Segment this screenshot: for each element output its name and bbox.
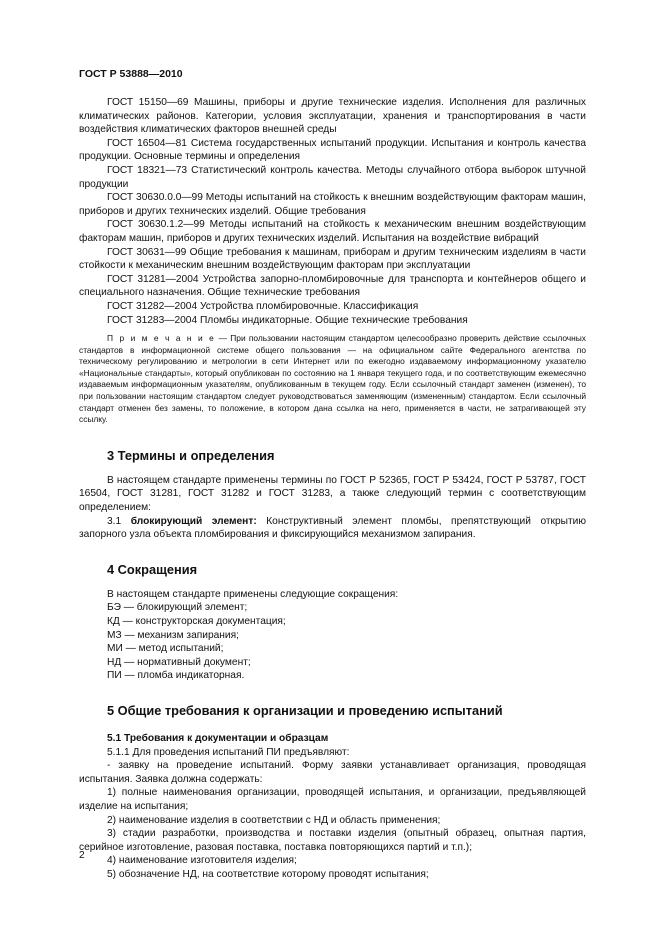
abbreviation-list [79,601,586,683]
reference-item: ГОСТ 18321—73 Статистический контроль качества. Методы случайного отбора выборок штучной продукции [79,164,586,190]
paragraph: - заявку на проведение испытаний. Форму заявки устанавливает организация, проводящая испытания. Заявка должна содержать: [79,760,586,785]
note-label: П р и м е ч а н и е [107,333,216,344]
list-item: МЗ — механизм запирания; [107,629,239,641]
reference-item: ГОСТ 16504—81 Система государственных испытаний продукции. Испытания и контроль качества продукции. Основные термины и определения [79,137,586,163]
list-item: 3) стадии разработки, производства и поставки изделия (опытный образец, опытная партия, серийное изготовление, разовая поставка, поставка повторяющихся партий и т.п.); [79,828,586,853]
section-3-heading: 3 Термины и определения [107,447,275,463]
section-4-intro: В настоящем стандарте применены следующие сокращения: [107,588,399,600]
list-item: 1) полные наименования организации, проводящей испытания, и организации, предъявляющей изделие на испытания; [79,787,586,812]
reference-item: ГОСТ 31282—2004 Устройства пломбировочные. Классификация [107,300,419,312]
term-name: блокирующий элемент: [130,515,257,527]
section-3-intro: В настоящем стандарте применены термины по ГОСТ Р 52365, ГОСТ Р 53424, ГОСТ Р 53787, ГОСТ 16504, ГОСТ 31281, ГОСТ 31282 и ГОСТ 31283, а также следующий термин с соответствующим определением: [79,474,586,514]
term-text: Конструктивный элемент пломбы, препятствующий открытию запорного узла объекта пломбирования и фиксирующийся механизмом запирания. [79,515,586,541]
list-item: 2) наименование изделия в соответствии с НД и область применения; [107,814,441,826]
list-item: 5) обозначение НД, на соответствие которому проводят испытания; [107,868,429,880]
list-item: КД — конструкторская документация; [107,616,286,627]
page-header: ГОСТ Р 53888—2010 [79,68,183,80]
document-body [79,96,586,882]
reference-item: ГОСТ 30630.1.2—99 Методы испытаний на стойкость к механическим внешним воздействующим факторам машин, приборов и других технических изделий. Испытания на воздействие вибраций [79,219,586,244]
list-item: 4) наименование изготовителя изделия; [107,855,297,867]
term-number: 3.1 [107,515,131,527]
term-definition [79,515,586,542]
list-item: МИ — метод испытаний; [107,643,224,655]
reference-item: ГОСТ 30630.0.0—99 Методы испытаний на стойкость к внешним воздействующим факторам машин, приборов и других технических изделий. Общие требования [79,192,586,217]
list-item: НД — нормативный документ; [107,656,251,668]
paragraph: 5.1.1 Для проведения испытаний ПИ предъявляют: [107,746,350,758]
references-list [79,96,586,327]
list-item: ПИ — пломба индикаторная. [107,670,245,682]
reference-item: ГОСТ 31281—2004 Устройства запорно-пломбировочные для транспорта и контейнеров общего и специального назначения. Общие технические требования [79,273,586,299]
reference-item: ГОСТ 15150—69 Машины, приборы и другие технические изделия. Исполнения для различных климатических районов. Категории, условия эксплуатации, хранения и транспортирования в части воздействия климатических факторов внешней среды [79,97,586,136]
note-text: — При пользовании настоящим стандартом целесообразно проверить действие ссылочных стандартов в информационной системе общего пользования — на официальном сайте Федерального агентства по техническому регулированию и метрологии в сети Интернет или по ежегодно издаваемому информационному указателю «Национальные стандарты», который опубликован по состоянию на 1 января текущего года, и по соответствующим ежемесячно издаваемым информационным указателям, опубликованным в текущем году. Если ссылочный стандарт заменен (изменен), то при пользовании настоящим стандартом следует руководствоваться заменяющим (измененным) стандартом. Если ссылочный стандарт отменен без замены, то положение, в котором дана ссылка на него, применяется в части, не затрагивающей эту ссылку. [79,333,586,425]
page-number: 2 [79,850,85,861]
section-5-heading: 5 Общие требования к организации и проведению испытаний [107,702,503,718]
note-paragraph [79,333,586,426]
reference-item: ГОСТ 31283—2004 Пломбы индикаторные. Общие технические требования [107,314,468,326]
section-4-heading: 4 Сокращения [107,561,198,577]
reference-item: ГОСТ 30631—99 Общие требования к машинам, приборам и другим техническим изделиям в части стойкости к механическим внешним воздействующим факторам при эксплуатации [79,246,586,272]
list-item: БЭ — блокирующий элемент; [107,602,248,614]
subsection-5-1-heading: 5.1 Требования к документации и образцам [107,732,329,744]
